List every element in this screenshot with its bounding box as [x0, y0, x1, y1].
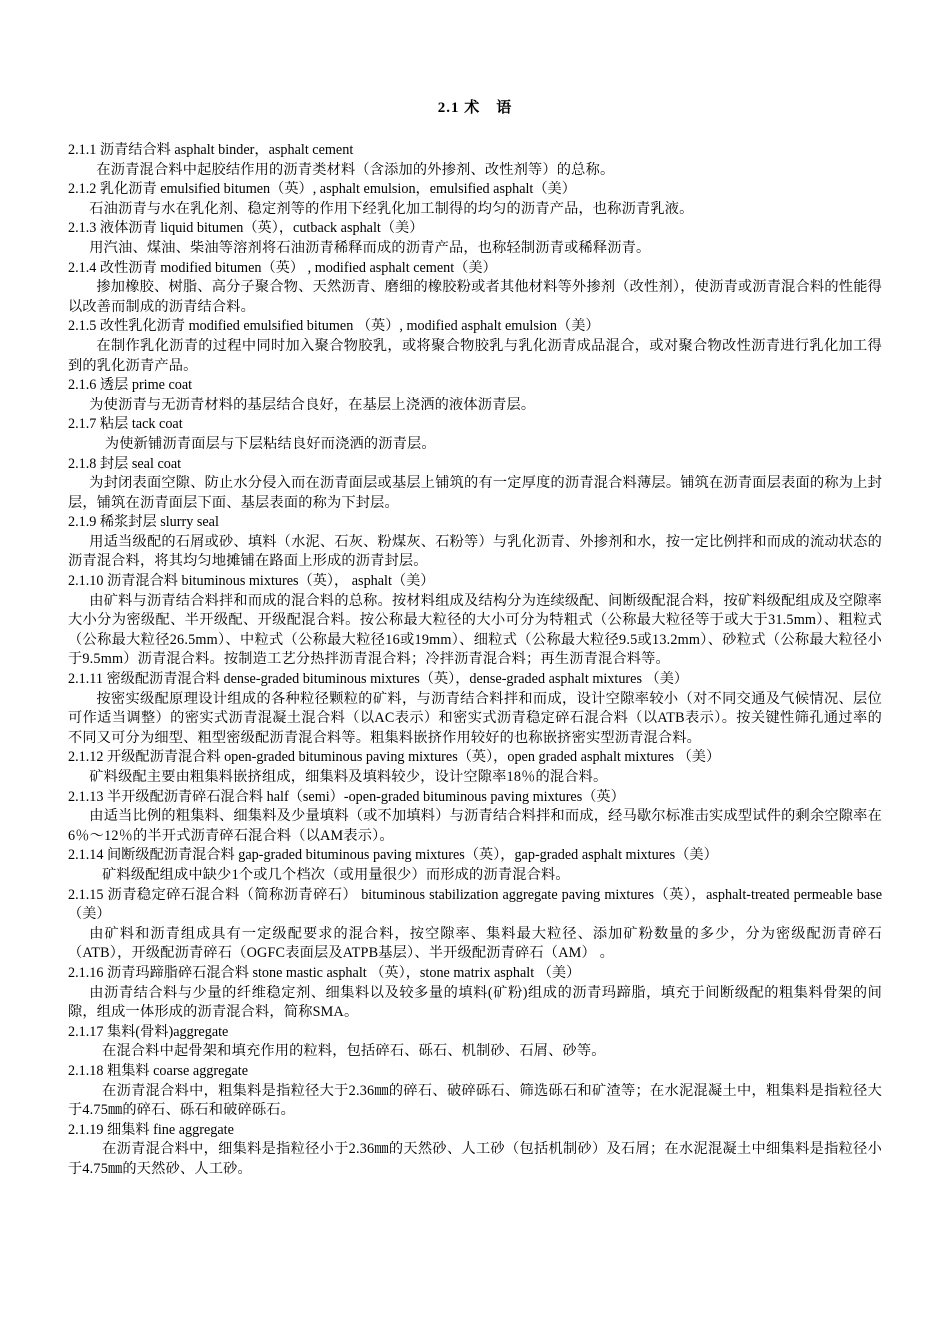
term-heading: 2.1.3 液体沥青 liquid bitumen（英），cutback asphalt（美） — [68, 220, 424, 237]
term-entry-2-1-13 — [68, 788, 882, 847]
term-definition: 在沥青混合料中，细集料是指粒径小于2.36㎜的天然砂、人工砂（包括机制砂）及石屑；在水泥混凝土中细集料是指粒径小于4.75㎜的天然砂、人工砂。 — [68, 1141, 882, 1177]
term-entry-2-1-9 — [68, 513, 882, 572]
term-entry-2-1-1 — [68, 141, 882, 180]
term-heading: 2.1.10 沥青混合料 bituminous mixtures（英）， asphalt（美） — [68, 573, 435, 590]
term-definition: 在沥青混合料中起胶结作用的沥青类材料（含添加的外掺剂、改性剂等）的总称。 — [96, 161, 615, 178]
term-definition: 为使新铺沥青面层与下层粘结良好而浇洒的沥青层。 — [104, 435, 436, 452]
term-definition: 在沥青混合料中，粗集料是指粒径大于2.36㎜的碎石、破碎砾石、筛选砾石和矿渣等；在水泥混凝土中，粗集料是指粒径大于4.75㎜的碎石、砾石和破碎砾石。 — [68, 1082, 882, 1119]
term-definition: 矿料级配主要由粗集料嵌挤组成，细集料及填料较少，设计空隙率18％的混合料。 — [89, 769, 608, 785]
term-entry-2-1-5 — [68, 317, 882, 376]
term-definition: 按密实级配原理设计组成的各种粒径颗粒的矿料，与沥青结合料拌和而成，设计空隙率较小（对不同交通及气候情况、层位可作适当调整）的密实式沥青混凝土混合料（以AC表示）和密实式沥青稳定碎石混合料（以ATB表示）。按关键性筛孔通过率的不同又可分为细型、粗型密级配沥青混合料等。粗集料嵌挤作用较好的也称嵌挤密实型沥青混合料。 — [68, 690, 882, 746]
term-definition: 石油沥青与水在乳化剂、稳定剂等的作用下经乳化加工制得的均匀的沥青产品，也称沥青乳液。 — [89, 200, 694, 217]
term-entry-2-1-6 — [68, 376, 882, 415]
term-heading: 2.1.2 乳化沥青 emulsified bitumen（英）, asphalt emulsion，emulsified asphalt（美） — [68, 181, 576, 198]
term-definition: 矿料级配组成中缺少1个或几个档次（或用量很少）而形成的沥青混合料。 — [102, 866, 570, 883]
term-heading: 2.1.5 改性乳化沥青 modified emulsified bitumen （英）, modified asphalt emulsion（美） — [68, 318, 600, 335]
term-entry-2-1-10 — [68, 572, 882, 670]
term-definition: 用汽油、煤油、柴油等溶剂将石油沥青稀释而成的沥青产品，也称轻制沥青或稀释沥青。 — [89, 239, 651, 256]
term-entry-2-1-14 — [68, 846, 882, 885]
term-definition: 在制作乳化沥青的过程中同时加入聚合物胶乳，或将聚合物胶乳与乳化沥青成品混合，或对聚合物改性沥青进行乳化加工得到的乳化沥青产品。 — [68, 337, 882, 374]
term-heading: 2.1.9 稀浆封层 slurry seal — [68, 514, 219, 531]
term-definition: 为使沥青与无沥青材料的基层结合良好，在基层上浇洒的液体沥青层。 — [89, 396, 536, 413]
term-entry-2-1-16 — [68, 964, 882, 1023]
term-definition: 由矿料和沥青组成具有一定级配要求的混合料，按空隙率、集料最大粒径、添加矿粉数量的多少，分为密级配沥青碎石（ATB），开级配沥青碎石（OGFC表面层及ATPB基层）、半开级配沥青碎石（AM） 。 — [68, 925, 882, 962]
term-heading: 2.1.7 粘层 tack coat — [68, 416, 183, 433]
term-heading: 2.1.17 集料(骨料)aggregate — [68, 1023, 229, 1040]
term-definition: 掺加橡胶、树脂、高分子聚合物、天然沥青、磨细的橡胶粉或者其他材料等外掺剂（改性剂），使沥青或沥青混合料的性能得以改善而制成的沥青结合料。 — [68, 279, 882, 315]
term-heading: 2.1.18 粗集料 coarse aggregate — [68, 1062, 249, 1079]
term-heading: 2.1.6 透层 prime coat — [68, 377, 193, 394]
term-entry-2-1-15 — [68, 886, 882, 964]
term-definition: 为封闭表面空隙、防止水分侵入而在沥青面层或基层上铺筑的有一定厚度的沥青混合料薄层。铺筑在沥青面层表面的称为上封层，铺筑在沥青面层下面、基层表面的称为下封层。 — [68, 475, 882, 511]
term-heading: 2.1.4 改性沥青 modified bitumen（英） , modified asphalt cement（美） — [68, 259, 497, 276]
term-heading: 2.1.15 沥青稳定碎石混合料（简称沥青碎石） bituminous stabilization aggregate paving mixtures（英），asphalt-treated permeable base（美） — [68, 886, 882, 923]
term-entry-2-1-18 — [68, 1062, 882, 1121]
term-heading: 2.1.14 间断级配沥青混合料 gap-graded bituminous paving mixtures（英），gap-graded asphalt mixtures（美） — [68, 847, 718, 864]
term-entry-2-1-8 — [68, 455, 882, 514]
term-entry-2-1-12 — [68, 748, 882, 787]
term-heading: 2.1.11 密级配沥青混合料 dense-graded bituminous mixtures（英），dense-graded asphalt mixtures （美） — [68, 671, 689, 688]
term-entry-2-1-17 — [68, 1023, 882, 1062]
term-definition: 由沥青结合料与少量的纤维稳定剂、细集料以及较多量的填料(矿粉)组成的沥青玛蹄脂，填充于间断级配的粗集料骨架的间隙，组成一体形成的沥青混合料，简称SMA。 — [68, 984, 882, 1021]
term-definition: 在混合料中起骨架和填充作用的粒料，包括碎石、砾石、机制砂、石屑、砂等。 — [102, 1043, 606, 1060]
term-entry-2-1-4 — [68, 259, 882, 318]
term-heading: 2.1.12 开级配沥青混合料 open-graded bituminous paving mixtures（英），open graded asphalt mixtures （美） — [68, 749, 721, 766]
term-heading: 2.1.16 沥青玛蹄脂碎石混合料 stone mastic asphalt （英），stone matrix asphalt （美） — [68, 964, 581, 981]
term-entry-2-1-3 — [68, 219, 882, 258]
term-entry-2-1-2 — [68, 180, 882, 219]
term-entry-2-1-7 — [68, 415, 882, 454]
term-definition: 用适当级配的石屑或砂、填料（水泥、石灰、粉煤灰、石粉等）与乳化沥青、外掺剂和水，按一定比例拌和而成的流动状态的沥青混合料，将其均匀地摊铺在路面上形成的沥青封层。 — [68, 533, 882, 570]
term-heading: 2.1.13 半开级配沥青碎石混合料 half（semi）-open-graded bituminous paving mixtures（英） — [68, 788, 625, 805]
term-entry-2-1-11 — [68, 670, 882, 748]
term-heading: 2.1.8 封层 seal coat — [68, 455, 182, 472]
term-definition: 由矿料与沥青结合料拌和而成的混合料的总称。按材料组成及结构分为连续级配、间断级配混合料，按矿料级配组成及空隙率大小分为密级配、半开级配、开级配混合料。按公称最大粒径的大小可分为特粗式（公称最大粒径等于或大于31.5mm）、粗粒式（公称最大粒径26.5mm）、中粒式（公称最大粒径16或19mm）、细粒式（公称最大粒径9.5或13.2mm）、砂粒式（公称最大粒径小于9.5mm）沥青混合料。按制造工艺分热拌沥青混合料；冷拌沥青混合料；再生沥青混合料等。 — [68, 592, 882, 668]
section-title: 2.1 术 语 — [437, 100, 513, 116]
term-heading: 2.1.19 细集料 fine aggregate — [68, 1121, 234, 1138]
term-entry-2-1-19 — [68, 1121, 882, 1180]
term-heading: 2.1.1 沥青结合料 asphalt binder，asphalt cement — [68, 142, 354, 158]
term-definition: 由适当比例的粗集料、细集料及少量填料（或不加填料）与沥青结合料拌和而成，经马歇尔标准击实成型试件的剩余空隙率在6％～12％的半开式沥青碎石混合料（以AM表示）。 — [68, 808, 882, 844]
